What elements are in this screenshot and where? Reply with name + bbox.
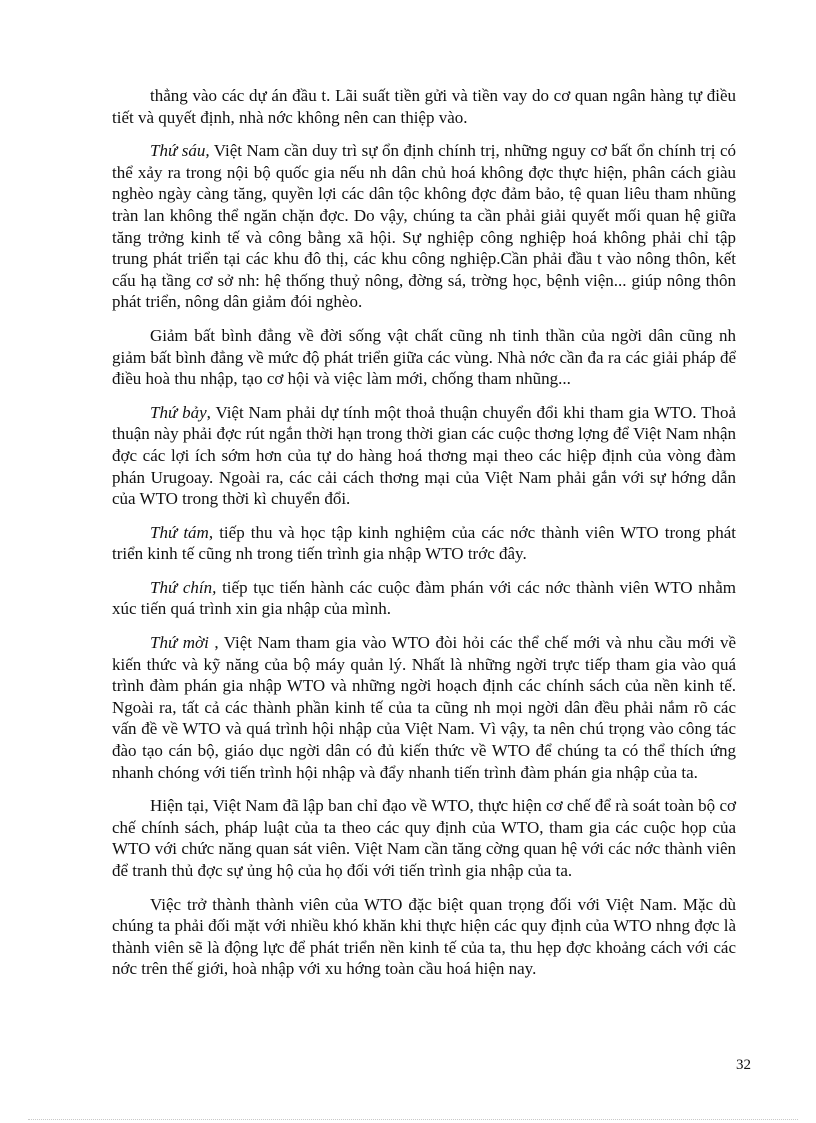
paragraph-text: , tiếp thu và học tập kinh nghiệm của các nớc thành viên WTO trong phát triển kinh tế cũng nh trong tiến trình gia nhập WTO trớc đây. <box>112 522 736 564</box>
page-body <box>112 85 736 992</box>
paragraph-lead: Thứ mời <box>150 633 209 653</box>
paragraph-text: , Việt Nam tham gia vào WTO đòi hỏi các thể chế mới và nhu cầu mới về kiến thức và kỹ năng của bộ máy quản lý. Nhất là những ngời trực tiếp tham gia vào quá trình đàm phán gia nhập WTO và những ngời hoạch định các chính sách của nền kinh tế. Ngoài ra, tất cả các thành phần kinh tế của ta cũng nh mọi ngời dân đều phải nắm rõ các vấn đề về WTO và quá trình hội nhập của Việt Nam. Vì vậy, ta nên chú trọng vào công tác đào tạo cán bộ, giáo dục ngời dân có đủ kiến thức về WTO để chúng ta có thể thích ứng nhanh chóng với tiến trình hội nhập và đẩy nhanh tiến trình đàm phán gia nhập của ta. <box>112 633 736 782</box>
paragraph-lead: Thứ chín, <box>150 577 217 597</box>
paragraph-9 <box>112 894 736 980</box>
page-number: 32 <box>736 1057 751 1073</box>
paragraph-7 <box>112 632 736 783</box>
paragraph-1 <box>112 85 736 128</box>
paragraph-text: , Việt Nam phải dự tính một thoả thuận chuyển đổi khi tham gia WTO. Thoả thuận này phải đợc rút ngắn thời hạn trong thời gian các cuộc thơng lợng để Việt Nam nhận đợc các lợi ích sớm hơn của tự do hàng hoá thơng mại theo các hiệp định của vòng đàm phán Urugoay. Ngoài ra, các cải cách thơng mại của Việt Nam phải gắn với sự hớng dẫn của WTO trong thời kì chuyển đổi. <box>112 402 736 509</box>
paragraph-8 <box>112 795 736 881</box>
paragraph-text: Việc trở thành thành viên của WTO đặc biệt quan trọng đối với Việt Nam. Mặc dù chúng ta phải đối mặt với nhiều khó khăn khi thực hiện các quy định của WTO nhng đợc là thành viên sẽ là động lực để phát triển nền kinh tế của ta, thu hẹp đợc khoảng cách với các nớc trên thế giới, hoà nhập với xu hớng toàn cầu hoá hiện nay. <box>112 894 736 979</box>
paragraph-4 <box>112 402 736 510</box>
paragraph-2 <box>112 140 736 313</box>
paragraph-6 <box>112 577 736 620</box>
paragraph-3 <box>112 325 736 390</box>
paragraph-text: tiếp tục tiến hành các cuộc đàm phán với các nớc thành viên WTO nhằm xúc tiến quá trình xin gia nhập của mình. <box>112 577 737 619</box>
paragraph-text: thẳng vào các dự án đầu t. Lãi suất tiền gửi và tiền vay do cơ quan ngân hàng tự điều tiết và quyết định, nhà nớc không nên can thiệp vào. <box>112 86 736 127</box>
footer-divider <box>28 1119 798 1120</box>
paragraph-text: Việt Nam cần duy trì sự ổn định chính trị, những nguy cơ bất ổn chính trị có thể xảy ra trong nội bộ quốc gia nếu nh dân chủ hoá không đợc thực hiện, phân cách giàu nghèo ngày càng tăng, quyền lợi các dân tộc không đợc đảm bảo, tệ quan liêu tham nhũng tràn lan không thể ngăn chặn đợc. Do vậy, chúng ta cần phải giải quyết mối quan hệ giữa tăng trởng kinh tế và công bằng xã hội. Sự nghiệp công nghiệp hoá không phải chỉ tập trung phát triển tại các khu đô thị, các khu công nghiệp.Cần phải đầu t vào nông thôn, kết cấu hạ tầng cơ sở nh: hệ thống thuỷ nông, đờng sá, trờng học, bệnh viện... giúp nông thôn phát triển, nông dân giảm đói nghèo. <box>112 141 736 312</box>
paragraph-lead: Thứ tám <box>150 522 209 542</box>
paragraph-text: Giảm bất bình đẳng về đời sống vật chất cũng nh tinh thần của ngời dân cũng nh giảm bất bình đẳng về mức độ phát triển giữa các vùng. Nhà nớc cần đa ra các giải pháp để điều hoà thu nhập, tạo cơ hội và việc làm mới, chống tham nhũng... <box>112 325 736 389</box>
paragraph-lead: Thứ bảy <box>150 402 207 422</box>
paragraph-lead: Thứ sáu, <box>150 141 210 161</box>
paragraph-text: Hiện tại, Việt Nam đã lập ban chỉ đạo về WTO, thực hiện cơ chế để rà soát toàn bộ cơ chế chính sách, pháp luật của ta theo các quy định của WTO, tham gia các cuộc họp của WTO với chức năng quan sát viên. Việt Nam cần tăng cờng quan hệ với các nớc thành viên để tranh thủ đợc sự ủng hộ của họ đối với tiến trình gia nhập của ta. <box>112 796 736 880</box>
paragraph-5 <box>112 522 736 565</box>
